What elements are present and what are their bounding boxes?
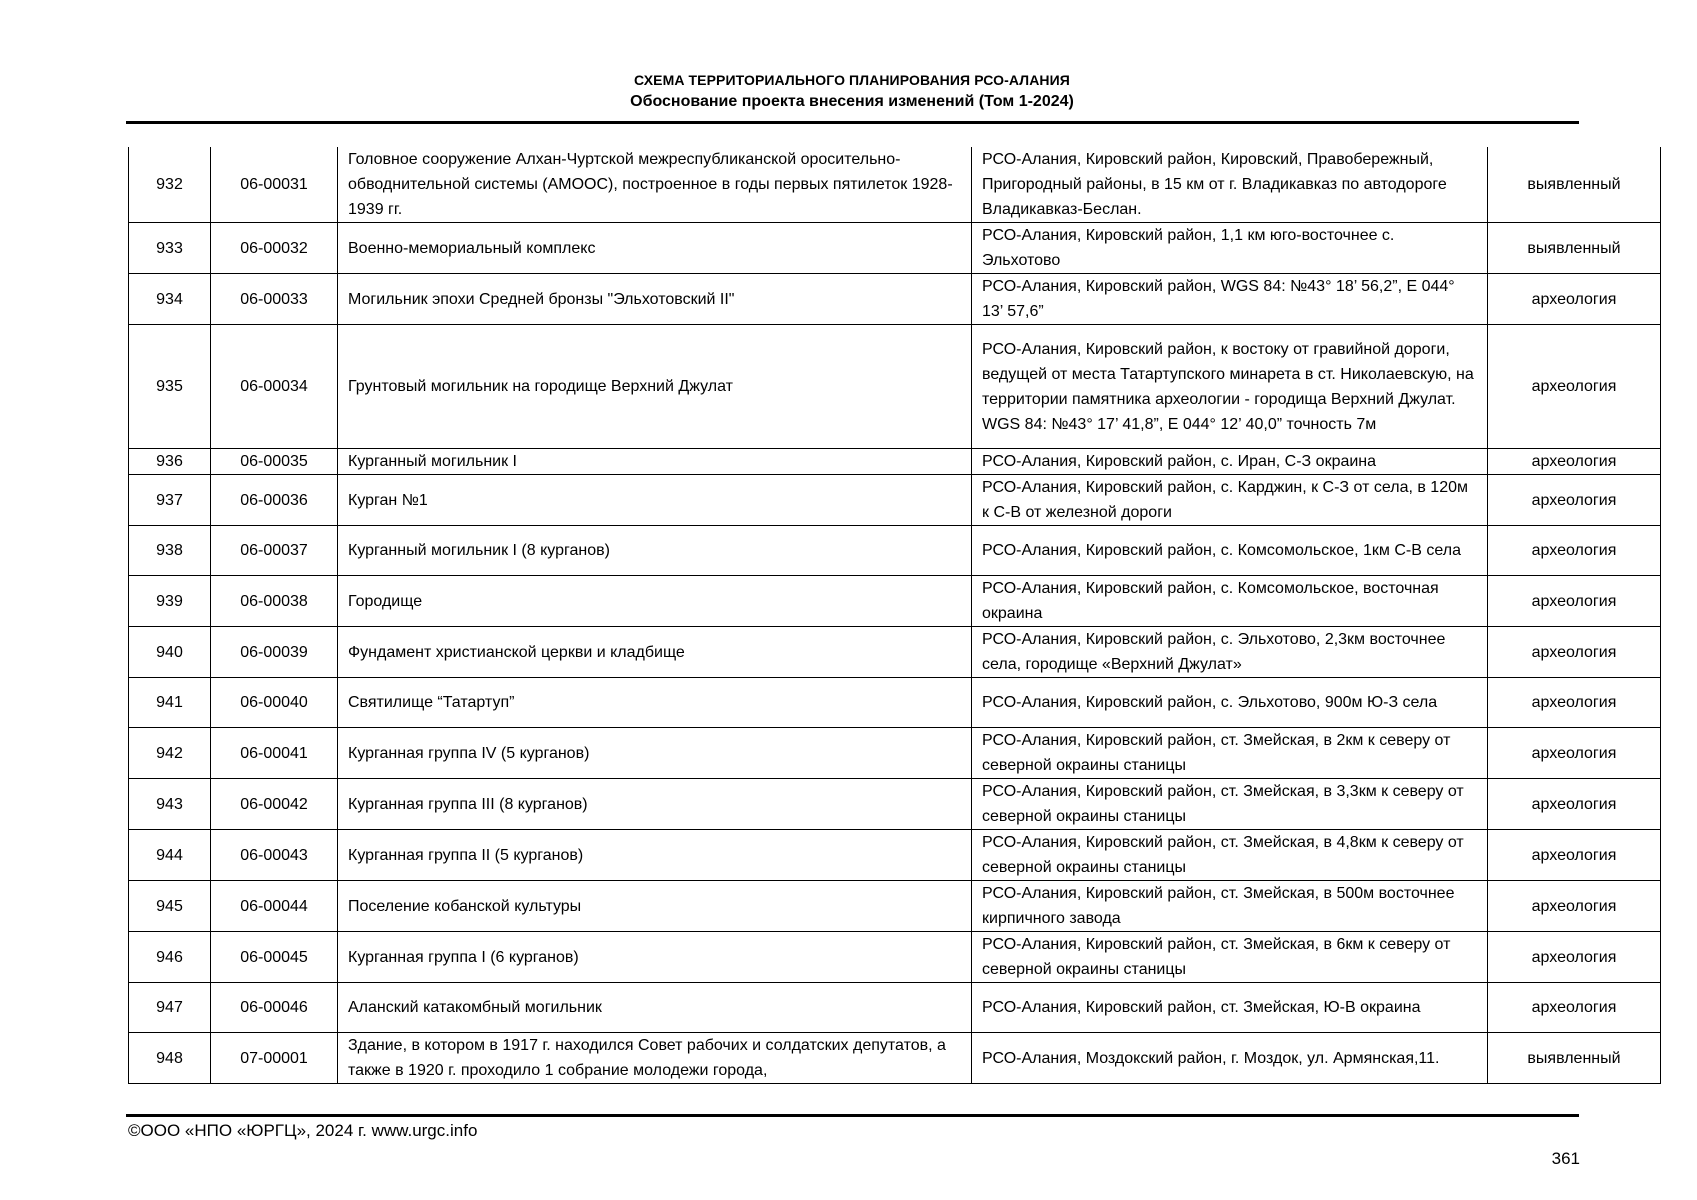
table-row	[129, 576, 1661, 627]
object-code: 06-00042	[211, 779, 338, 830]
table-row	[129, 1033, 1661, 1084]
row-number: 937	[129, 475, 211, 526]
object-code: 06-00037	[211, 526, 338, 576]
object-code: 06-00035	[211, 449, 338, 475]
object-name: Аланский катакомбный могильник	[338, 983, 972, 1033]
object-location: РСО-Алания, Кировский район, Кировский, Правобережный, Пригородный районы, в 15 км от г. Владикавказ по автодороге Владикавказ-Беслан.	[972, 147, 1488, 223]
row-number: 932	[129, 147, 211, 223]
object-location: РСО-Алания, Кировский район, ст. Змейская, в 4,8км к северу от северной окраины станицы	[972, 830, 1488, 881]
object-name: Здание, в котором в 1917 г. находился Совет рабочих и солдатских депутатов, а также в 1920 г. проходило 1 собрание молодежи города,	[338, 1033, 972, 1084]
object-code: 06-00038	[211, 576, 338, 627]
object-status: археология	[1488, 576, 1661, 627]
object-status: археология	[1488, 779, 1661, 830]
document-subtitle: Обоснование проекта внесения изменений (Том 1-2024)	[630, 93, 1074, 110]
object-location: РСО-Алания, Кировский район, ст. Змейская, в 3,3км к северу от северной окраины станицы	[972, 779, 1488, 830]
object-status: археология	[1488, 274, 1661, 325]
row-number: 946	[129, 932, 211, 983]
object-name: Военно-мемориальный комплекс	[338, 223, 972, 274]
object-status: археология	[1488, 678, 1661, 728]
object-status: археология	[1488, 983, 1661, 1033]
object-code: 06-00033	[211, 274, 338, 325]
object-status: археология	[1488, 627, 1661, 678]
document-title: СХЕМА ТЕРРИТОРИАЛЬНОГО ПЛАНИРОВАНИЯ РСО-АЛАНИЯ	[634, 72, 1070, 88]
object-location: РСО-Алания, Кировский район, ст. Змейская, в 500м восточнее кирпичного завода	[972, 881, 1488, 932]
row-number: 936	[129, 449, 211, 475]
object-location: РСО-Алания, Кировский район, с. Эльхотово, 900м Ю-З села	[972, 678, 1488, 728]
footer-copyright: ©ООО «НПО «ЮРГЦ», 2024 г. www.urgc.info	[128, 1121, 478, 1140]
object-code: 06-00036	[211, 475, 338, 526]
object-name: Курганная группа II (5 курганов)	[338, 830, 972, 881]
row-number: 945	[129, 881, 211, 932]
object-name: Городище	[338, 576, 972, 627]
table-row	[129, 223, 1661, 274]
row-number: 941	[129, 678, 211, 728]
object-location: РСО-Алания, Кировский район, с. Комсомольское, 1км С-В села	[972, 526, 1488, 576]
object-location: РСО-Алания, Кировский район, ст. Змейская, в 2км к северу от северной окраины станицы	[972, 728, 1488, 779]
object-code: 06-00045	[211, 932, 338, 983]
object-name: Курганный могильник I	[338, 449, 972, 475]
row-number: 940	[129, 627, 211, 678]
object-status: археология	[1488, 325, 1661, 449]
object-status: выявленный	[1488, 223, 1661, 274]
object-name: Курганная группа III (8 курганов)	[338, 779, 972, 830]
table-row	[129, 526, 1661, 576]
table-row	[129, 779, 1661, 830]
object-location: РСО-Алания, Кировский район, с. Комсомольское, восточная окраина	[972, 576, 1488, 627]
object-name: Поселение кобанской культуры	[338, 881, 972, 932]
object-location: РСО-Алания, Кировский район, с. Иран, С-З окраина	[972, 449, 1488, 475]
object-code: 06-00044	[211, 881, 338, 932]
object-code: 06-00040	[211, 678, 338, 728]
object-location: РСО-Алания, Кировский район, с. Карджин, к С-З от села, в 120м к С-В от железной дороги	[972, 475, 1488, 526]
table-row	[129, 627, 1661, 678]
table-row	[129, 932, 1661, 983]
row-number: 942	[129, 728, 211, 779]
table-row	[129, 728, 1661, 779]
object-code: 06-00043	[211, 830, 338, 881]
row-number: 948	[129, 1033, 211, 1084]
object-name: Грунтовый могильник на городище Верхний Джулат	[338, 325, 972, 449]
row-number: 934	[129, 274, 211, 325]
table-row	[129, 147, 1661, 223]
object-location: РСО-Алания, Кировский район, ст. Змейская, Ю-В окраина	[972, 983, 1488, 1033]
table-body	[129, 147, 1661, 1084]
document-header	[126, 70, 1578, 114]
object-status: археология	[1488, 526, 1661, 576]
footer-rule	[126, 1114, 1579, 1117]
row-number: 933	[129, 223, 211, 274]
object-location: РСО-Алания, Моздокский район, г. Моздок, ул. Армянская,11.	[972, 1033, 1488, 1084]
object-status: археология	[1488, 932, 1661, 983]
object-status: археология	[1488, 728, 1661, 779]
object-code: 06-00039	[211, 627, 338, 678]
object-name: Фундамент христианской церкви и кладбище	[338, 627, 972, 678]
object-name: Святилище “Татартуп”	[338, 678, 972, 728]
object-name: Курган №1	[338, 475, 972, 526]
object-location: РСО-Алания, Кировский район, к востоку от гравийной дороги, ведущей от места Татартупского минарета в ст. Николаевскую, на территории памятника археологии - городища Верхний Джулат. WGS 84: №43° 17’ 41,8”, Е 044° 12’ 40,0” точность 7м	[972, 325, 1488, 449]
object-code: 07-00001	[211, 1033, 338, 1084]
row-number: 944	[129, 830, 211, 881]
object-code: 06-00041	[211, 728, 338, 779]
table-row	[129, 475, 1661, 526]
page-number: 361	[1551, 1149, 1580, 1168]
object-code: 06-00032	[211, 223, 338, 274]
object-location: РСО-Алания, Кировский район, 1,1 км юго-восточнее с. Эльхотово	[972, 223, 1488, 274]
row-number: 943	[129, 779, 211, 830]
object-status: археология	[1488, 881, 1661, 932]
object-name: Курганная группа I (6 курганов)	[338, 932, 972, 983]
object-code: 06-00034	[211, 325, 338, 449]
object-code: 06-00031	[211, 147, 338, 223]
row-number: 947	[129, 983, 211, 1033]
object-name: Могильник эпохи Средней бронзы "Эльхотовский II"	[338, 274, 972, 325]
table-row	[129, 678, 1661, 728]
object-status: археология	[1488, 449, 1661, 475]
object-name: Курганная группа IV (5 курганов)	[338, 728, 972, 779]
table-row	[129, 449, 1661, 475]
object-status: археология	[1488, 475, 1661, 526]
object-name: Головное сооружение Алхан-Чуртской межреспубликанской оросительно-обводнительной системы (АМООС), построенное в годы первых пятилеток 1928-1939 гг.	[338, 147, 972, 223]
object-name: Курганный могильник I (8 курганов)	[338, 526, 972, 576]
table-row	[129, 274, 1661, 325]
table-row	[129, 325, 1661, 449]
table-row	[129, 983, 1661, 1033]
object-location: РСО-Алания, Кировский район, ст. Змейская, в 6км к северу от северной окраины станицы	[972, 932, 1488, 983]
object-location: РСО-Алания, Кировский район, с. Эльхотово, 2,3км восточнее села, городище «Верхний Джулат»	[972, 627, 1488, 678]
object-status: выявленный	[1488, 147, 1661, 223]
object-code: 06-00046	[211, 983, 338, 1033]
header-rule	[126, 121, 1579, 124]
row-number: 939	[129, 576, 211, 627]
row-number: 938	[129, 526, 211, 576]
table-row	[129, 830, 1661, 881]
object-status: выявленный	[1488, 1033, 1661, 1084]
heritage-objects-table	[128, 147, 1661, 1084]
object-status: археология	[1488, 830, 1661, 881]
row-number: 935	[129, 325, 211, 449]
table-row	[129, 881, 1661, 932]
object-location: РСО-Алания, Кировский район, WGS 84: №43° 18’ 56,2”, Е 044° 13’ 57,6”	[972, 274, 1488, 325]
